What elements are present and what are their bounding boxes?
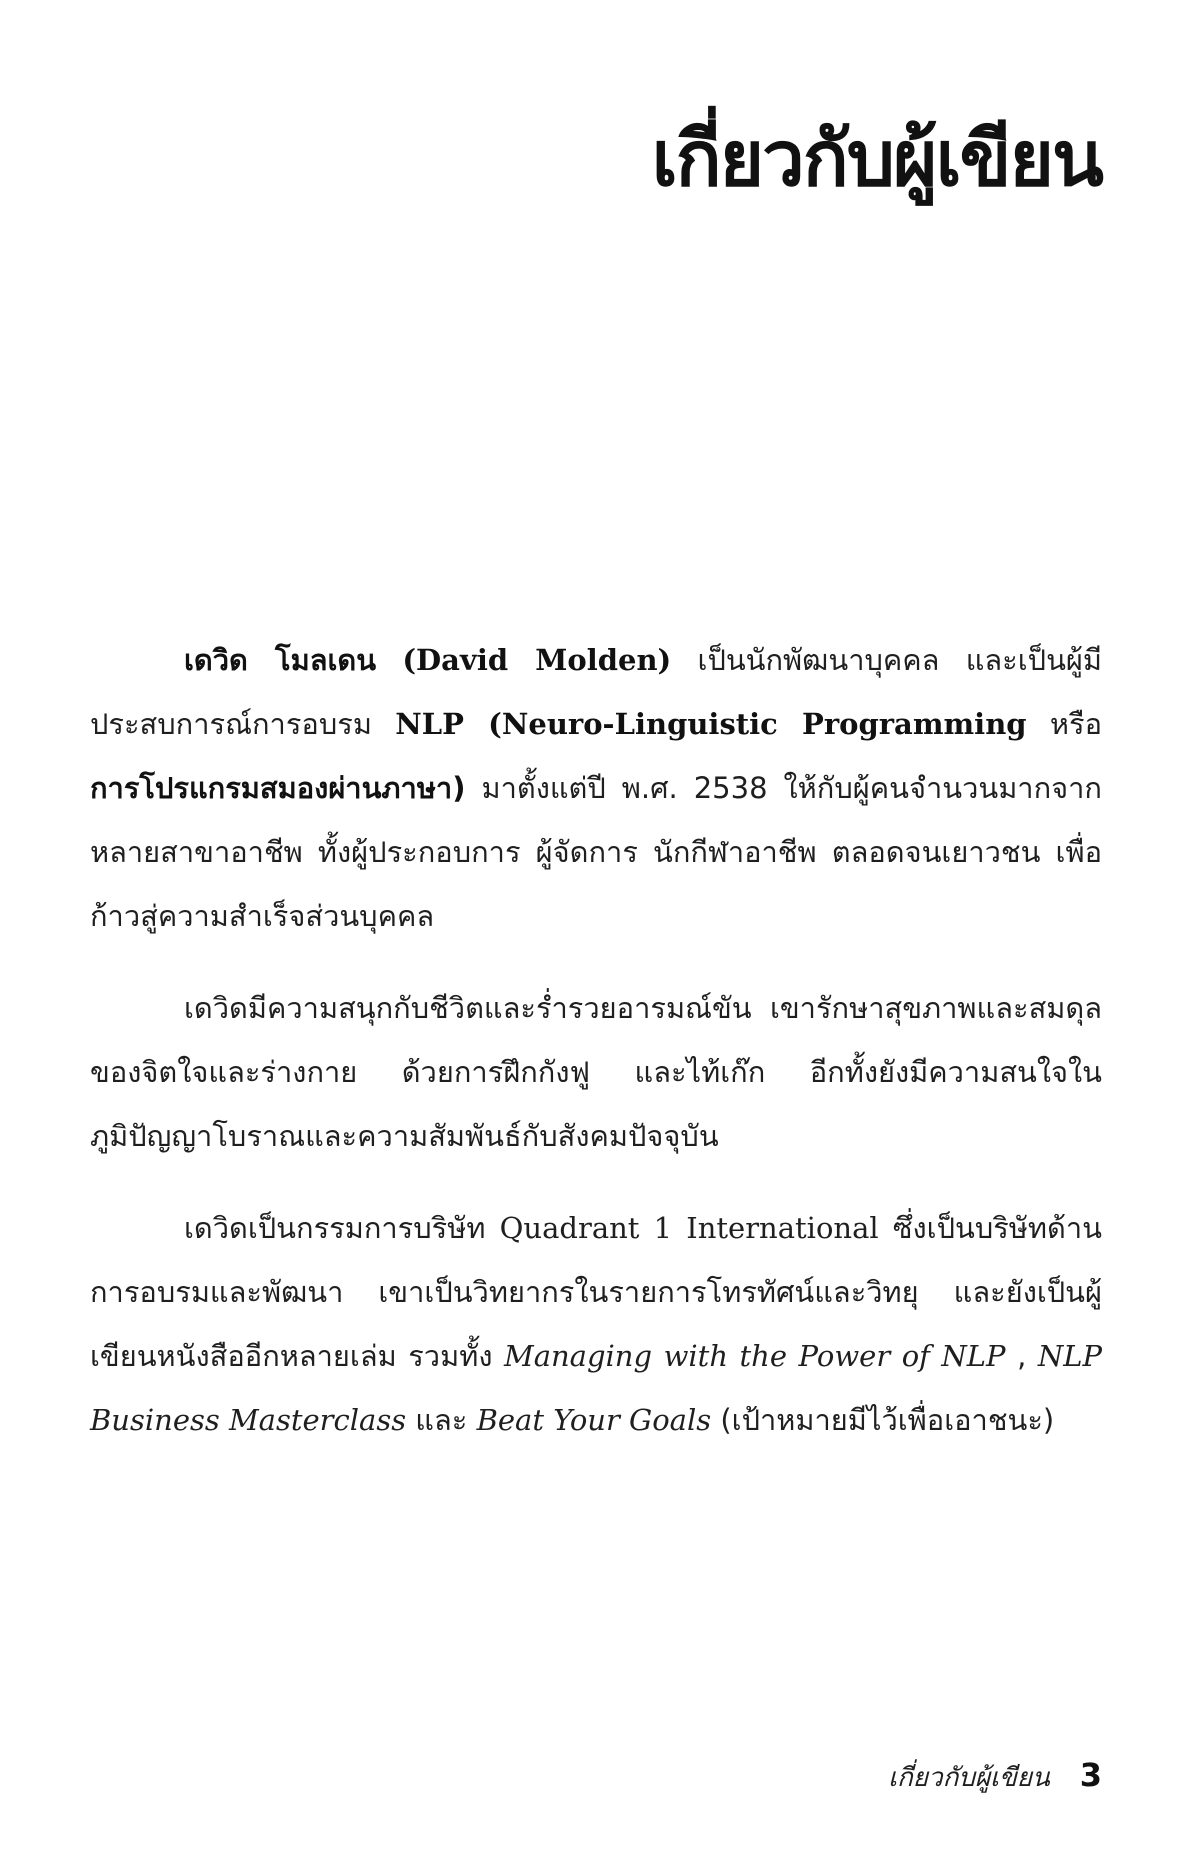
bio-paragraph-lifestyle: เดวิดมีความสนุกกับชีวิตและร่ำรวยอารมณ์ขัน เขารักษาสุขภาพและสมดุลของจิตใจและร่างกาย ด้วยการฝึกกังฟู และไท้เก๊ก อีกทั้งยังมีความสนใจในภูมิปัญญาโบราณและความสัมพันธ์กับสังคมปัจจุบัน bbox=[90, 991, 1102, 1153]
nlp-term-thai: การโปรแกรมสมองผ่านภาษา) bbox=[90, 771, 466, 805]
book-title-1: Managing with the Power of NLP bbox=[504, 1339, 1006, 1373]
author-name-english: (David Molden) bbox=[402, 643, 672, 677]
bio-paragraph-intro bbox=[90, 628, 1102, 948]
nlp-term-english: NLP (Neuro-Linguistic Programming bbox=[395, 707, 1027, 741]
author-bio bbox=[90, 628, 1102, 1480]
career-text-2: ซึ่งเป็นบริษัทด้านการอบรมและพัฒนา เขาเป็นวิทยากรในรายการโทรทัศน์และวิทยุ และยังเป็นผู้เขียนหนังสืออีกหลายเล่ม รวมทั้ง bbox=[90, 1211, 1102, 1373]
intro-text-3: มาตั้งแต่ปี พ.ศ. 2538 ให้กับผู้คนจำนวนมากจากหลายสาขาอาชีพ ทั้งผู้ประกอบการ ผู้จัดการ นักกีฬาอาชีพ ตลอดจนเยาวชน เพื่อก้าวสู่ความสำเร็จส่วนบุคคล bbox=[90, 771, 1102, 933]
page-footer bbox=[888, 1756, 1102, 1798]
author-name-thai: เดวิด โมลเดน bbox=[184, 643, 377, 677]
page-title: เกี่ยวกับผู้เขียน bbox=[651, 114, 1102, 203]
intro-text-1: เป็นนักพัฒนาบุคคล และเป็นผู้มีประสบการณ์การอบรม bbox=[90, 643, 1103, 741]
career-text-3: (เป้าหมายมีไว้เพื่อเอาชนะ) bbox=[711, 1403, 1055, 1437]
career-text-1: เดวิดเป็นกรรมการบริษัท bbox=[184, 1211, 500, 1245]
running-title: เกี่ยวกับผู้เขียน bbox=[888, 1763, 1050, 1793]
page-number: 3 bbox=[1079, 1756, 1102, 1794]
bio-paragraph-career bbox=[90, 1196, 1102, 1452]
company-name: Quadrant 1 International bbox=[499, 1211, 879, 1245]
book-separator: , bbox=[1005, 1339, 1038, 1373]
book-title-3: Beat Your Goals bbox=[476, 1403, 712, 1437]
book-conjunction: และ bbox=[406, 1403, 477, 1437]
intro-text-2: หรือ bbox=[1026, 707, 1102, 741]
book-title-2: NLP Business Masterclass bbox=[90, 1339, 1103, 1437]
